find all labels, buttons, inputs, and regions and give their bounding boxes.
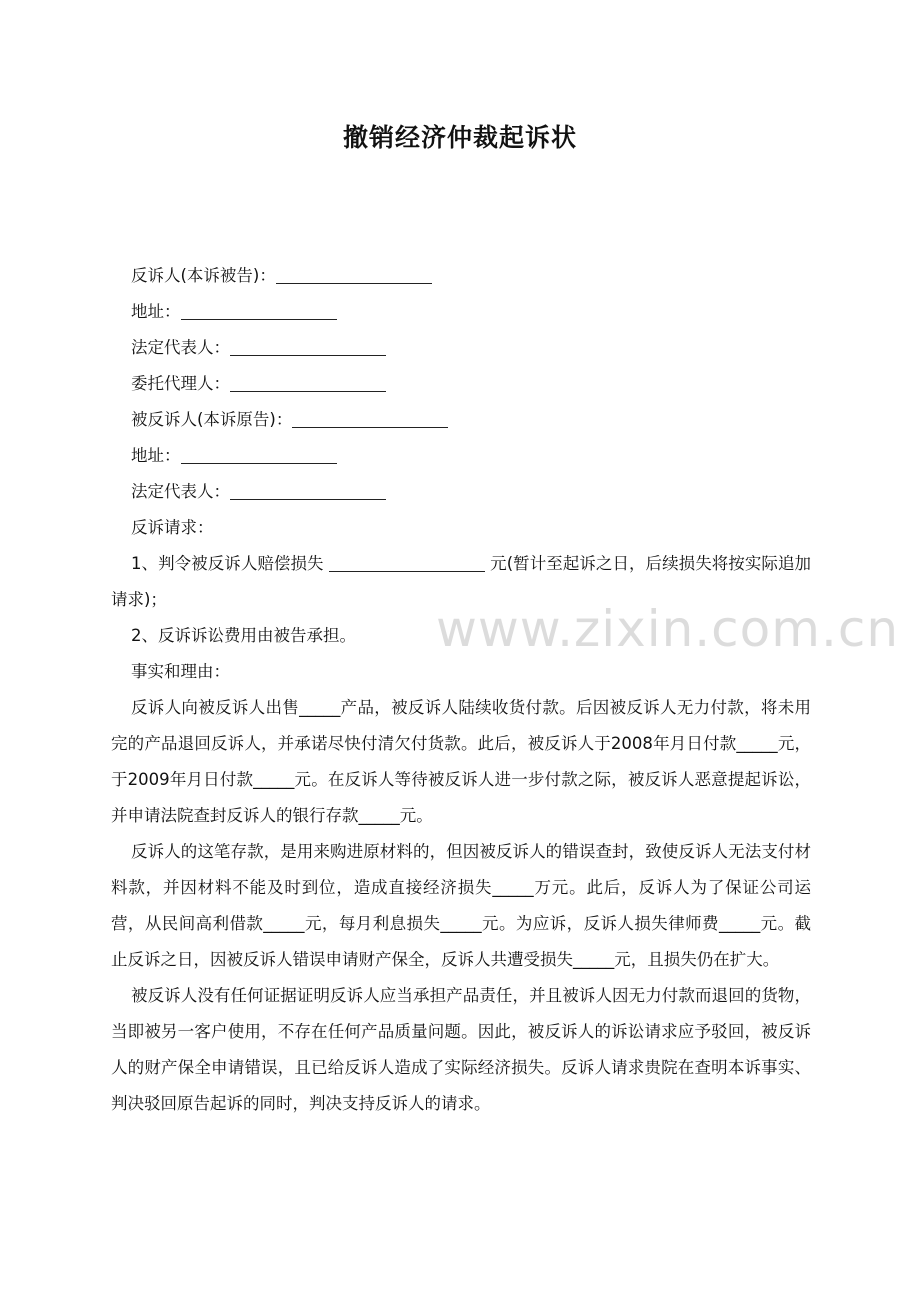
field-agent <box>111 366 811 402</box>
claims-heading: 反诉请求： <box>131 518 214 537</box>
claim-item-2: 2、反诉诉讼费用由被告承担。 <box>131 626 356 645</box>
field-label: 地址： <box>131 446 181 465</box>
field-label: 被反诉人(本诉原告)： <box>131 410 293 429</box>
field-label: 法定代表人： <box>131 482 230 501</box>
field-label: 地址： <box>131 302 181 321</box>
field-label: 法定代表人： <box>131 338 230 357</box>
claim1-suffix: 元(暂计至起诉之日，后续损失将按实际追加请求)； <box>111 554 811 609</box>
fill-blank <box>230 373 386 392</box>
document-title: 撤销经济仲裁起诉状 <box>342 123 577 152</box>
field-label: 委托代理人： <box>131 374 230 393</box>
fill-blank <box>230 337 386 356</box>
facts-paragraph-2: 反诉人的这笔存款，是用来购进原材料的，但因被反诉人的错误查封，致使反诉人无法支付材料款，并因材料不能及时到位，造成直接经济损失_____万元。此后，反诉人为了保证公司运营，从民间高利借款_____元，每月利息损失_____元。为应诉，反诉人损失律师费_____元。截止反诉之日，因被反诉人错误申请财产保全，反诉人共遭受损失_____元，且损失仍在扩大。 <box>111 842 811 969</box>
field-label: 反诉人(本诉被告)： <box>131 266 276 285</box>
watermark: www.zixin.com.cn <box>436 600 900 658</box>
fill-blank <box>329 553 485 572</box>
facts-heading: 事实和理由： <box>131 662 230 681</box>
fill-blank <box>276 265 432 284</box>
field-respondent-address <box>111 438 811 474</box>
field-respondent-legal-rep <box>111 474 811 510</box>
claim1-prefix: 1、判令被反诉人赔偿损失 <box>131 554 329 573</box>
fill-blank <box>181 301 337 320</box>
field-respondent <box>111 402 811 438</box>
claim-item-1 <box>111 546 811 618</box>
field-counterclaimant-address <box>111 294 811 330</box>
fill-blank <box>230 481 386 500</box>
facts-paragraph-3: 被反诉人没有任何证据证明反诉人应当承担产品责任，并且被诉人因无力付款而退回的货物，当即被另一客户使用，不存在任何产品质量问题。因此，被反诉人的诉讼请求应予驳回，被反诉人的财产保全申请错误，且已给反诉人造成了实际经济损失。反诉人请求贵院在查明本诉事实、判决驳回原告起诉的同时，判决支持反诉人的请求。 <box>111 986 811 1113</box>
fill-blank <box>292 409 448 428</box>
fill-blank <box>181 445 337 464</box>
document-body <box>111 258 811 1122</box>
facts-paragraph-1: 反诉人向被反诉人出售_____产品，被反诉人陆续收货付款。后因被反诉人无力付款，将未用完的产品退回反诉人，并承诺尽快付清欠付货款。此后，被反诉人于2008年月日付款_____元，于2009年月日付款_____元。在反诉人等待被反诉人进一步付款之际，被反诉人恶意提起诉讼，并申请法院查封反诉人的银行存款_____元。 <box>111 698 811 825</box>
field-counterclaimant-legal-rep <box>111 330 811 366</box>
field-counterclaimant <box>111 258 811 294</box>
